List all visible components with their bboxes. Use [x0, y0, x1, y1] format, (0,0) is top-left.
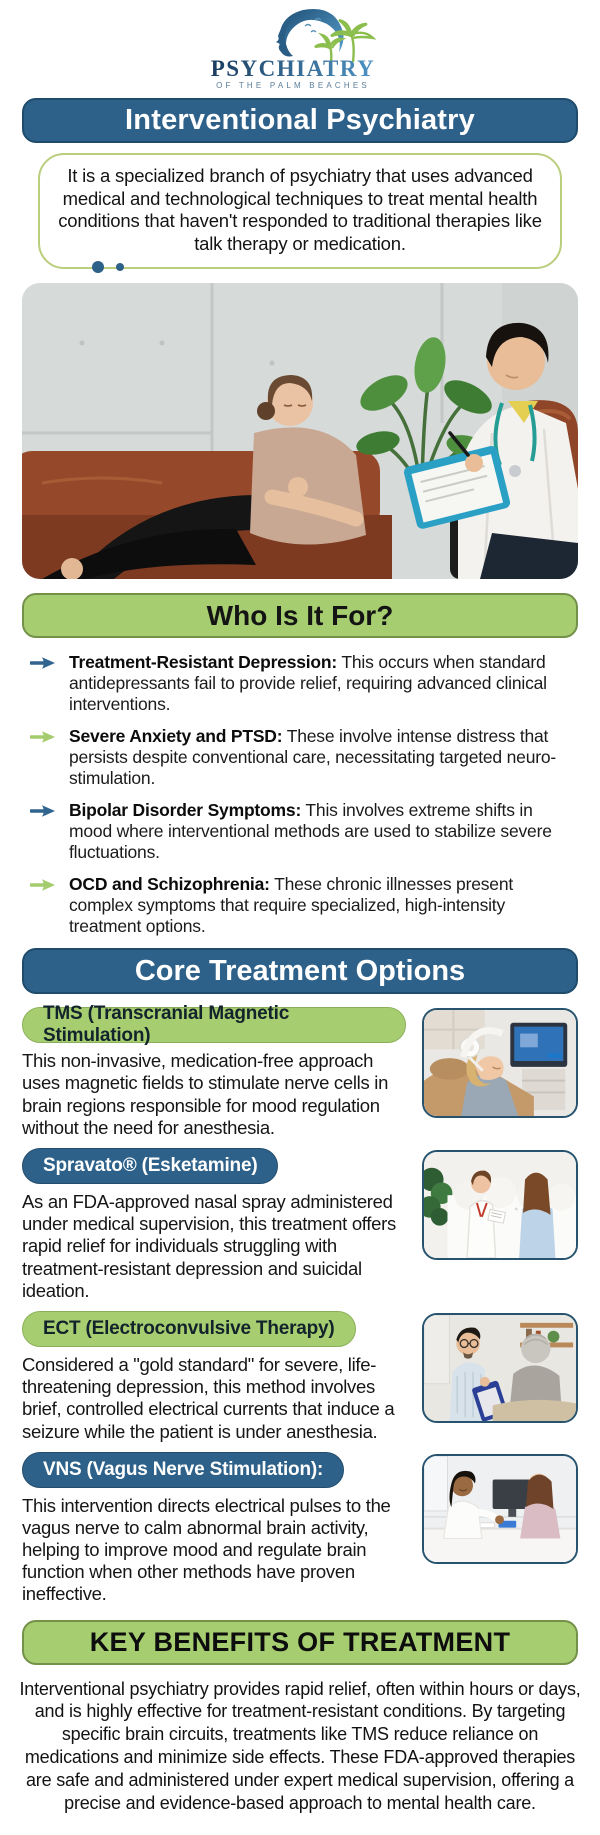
treatment-description: As an FDA-approved nasal spray administered under medical supervision, this treatment offers rapid relief for individuals struggling with treatment-resistant depression and suicidal ideation.: [22, 1191, 396, 1301]
list-item: [30, 800, 572, 863]
arrow-right-icon: [30, 730, 56, 789]
bullet-text: Bipolar Disorder Symptoms: This involves extreme shifts in mood where interventional methods are used to stabilize severe fluctuations.: [69, 800, 552, 863]
treatment-description: This intervention directs electrical pulses to the vagus nerve to calm abnormal brain activity, helping to improve mood and regulate brain function when other methods have proven ineffective.: [22, 1494, 391, 1605]
treatment-label: Spravato® (Esketamine): [22, 1148, 278, 1184]
treatments-section-title: Core Treatment Options: [22, 948, 578, 994]
list-item: [30, 874, 572, 937]
dot-decoration: [116, 263, 124, 271]
logo-tagline: OF THE PALM BEACHES: [216, 81, 370, 90]
arrow-right-icon: [30, 878, 56, 937]
treatment-description: Considered a "gold standard" for severe, life-threatening depression, this method involves brief, controlled electrical currents that induce a seizure while the patient is under anesthesia.: [22, 1353, 395, 1442]
bullet-term: Severe Anxiety and PTSD:: [69, 726, 283, 747]
treatment-item-vns: [22, 1452, 578, 1606]
treatment-item-ect: [22, 1311, 578, 1443]
therapy-session-photo: [22, 283, 578, 579]
treatment-text-block: [22, 1148, 406, 1302]
intro-box: [38, 153, 562, 269]
logo-name: PSYCHIATRY: [210, 56, 376, 81]
treatment-text-block: [22, 1311, 406, 1443]
treatment-label: VNS (Vagus Nerve Stimulation):: [22, 1452, 344, 1488]
tms-session-photo: [422, 1008, 578, 1118]
treatment-label: TMS (Transcranial Magnetic Stimulation): [22, 1007, 406, 1043]
who-bullet-list: [30, 652, 572, 937]
treatment-description: This non-invasive, medication-free approach uses magnetic fields to stimulate nerve cells in brain regions responsible for mood regulation without the need for anesthesia.: [22, 1050, 389, 1138]
benefits-section-title: KEY BENEFITS OF TREATMENT: [22, 1620, 578, 1665]
bullet-term: Treatment-Resistant Depression:: [69, 652, 338, 673]
ect-consultation-photo: [422, 1313, 578, 1423]
bullet-text: Treatment-Resistant Depression: This occurs when standard antidepressants fail to provide relief, requiring advanced clinical interventions.: [69, 652, 547, 715]
treatments-list: [22, 1003, 578, 1605]
page-title: Interventional Psychiatry: [22, 98, 578, 143]
vns-consultation-photo: [422, 1454, 578, 1564]
benefits-text: Interventional psychiatry provides rapid relief, often within hours or days, and is highly effective for treatment-resistant conditions. By targeting specific brain circuits, treatments like TMS reduce reliance on medications and minimize side effects. These FDA-approved therapies are safe and administered under expert medical supervision, offering a precise and evidence-based approach to mental health care.: [19, 1678, 581, 1813]
psychiatry-palm-beaches-logo-icon: [185, 4, 415, 96]
dot-decoration: [92, 261, 104, 273]
treatment-text-block: [22, 1452, 406, 1606]
intro-text: It is a specialized branch of psychiatry that uses advanced medical and technological techniques to treat mental health conditions that haven't responded to traditional therapies like talk therapy or medication.: [58, 165, 542, 254]
arrow-right-icon: [30, 656, 56, 715]
treatment-item-tms: [22, 1003, 578, 1139]
treatment-text-block: [22, 1003, 406, 1139]
brand-logo: [0, 0, 600, 96]
who-section-title: Who Is It For?: [22, 593, 578, 638]
spravato-consultation-photo: [422, 1150, 578, 1260]
arrow-right-icon: [30, 804, 56, 863]
bullet-term: OCD and Schizophrenia:: [69, 874, 270, 895]
list-item: [30, 726, 572, 789]
bullet-text: OCD and Schizophrenia: These chronic illnesses present complex symptoms that require specialized, high-intensity treatment options.: [69, 874, 514, 937]
bullet-term: Bipolar Disorder Symptoms:: [69, 800, 302, 821]
treatment-label: ECT (Electroconvulsive Therapy): [22, 1311, 356, 1347]
list-item: [30, 652, 572, 715]
treatment-item-spravato: [22, 1148, 578, 1302]
bullet-text: Severe Anxiety and PTSD: These involve intense distress that persists despite conventional care, necessitating targeted neuro-stimulation.: [69, 726, 557, 789]
